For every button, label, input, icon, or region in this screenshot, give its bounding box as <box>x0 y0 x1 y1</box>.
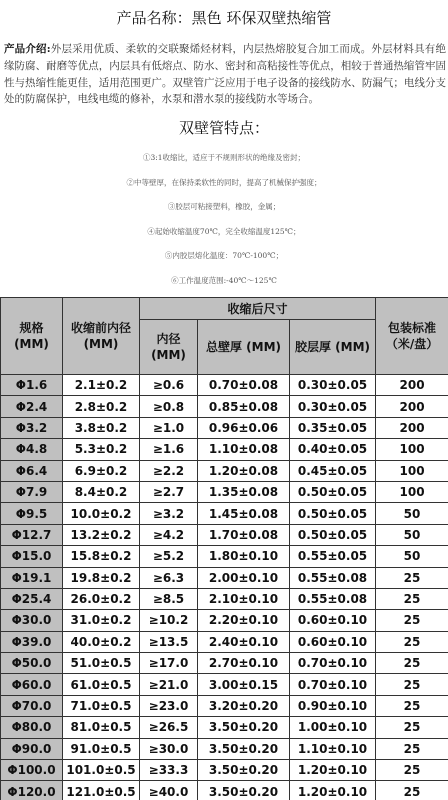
cell-size: Φ3.2 <box>1 417 63 438</box>
table-row <box>1 588 448 609</box>
cell-wall-thickness: 1.20±0.08 <box>198 460 290 481</box>
cell-wall-thickness: 1.80±0.10 <box>198 546 290 567</box>
cell-packaging: 100 <box>376 460 448 481</box>
cell-glue-thickness: 0.90±0.10 <box>290 695 376 716</box>
cell-after-shrink-id: ≥5.2 <box>140 546 198 567</box>
table-row <box>1 695 448 716</box>
table-row <box>1 396 448 417</box>
table-row <box>1 717 448 738</box>
cell-pre-shrink-id: 81.0±0.5 <box>63 717 140 738</box>
cell-after-shrink-id: ≥1.6 <box>140 439 198 460</box>
cell-packaging: 200 <box>376 417 448 438</box>
feature-item: ⑥工作温度范围:-40℃～125℃ <box>171 275 277 285</box>
cell-after-shrink-id: ≥30.0 <box>140 738 198 759</box>
spec-table <box>0 297 448 800</box>
cell-pre-shrink-id: 121.0±0.5 <box>63 781 140 800</box>
cell-size: Φ1.6 <box>1 375 63 396</box>
cell-glue-thickness: 0.70±0.10 <box>290 653 376 674</box>
cell-packaging: 25 <box>376 738 448 759</box>
cell-size: Φ12.7 <box>1 524 63 545</box>
table-row <box>1 460 448 481</box>
cell-size: Φ100.0 <box>1 760 63 781</box>
cell-pre-shrink-id: 61.0±0.5 <box>63 674 140 695</box>
cell-packaging: 25 <box>376 588 448 609</box>
table-row <box>1 631 448 652</box>
cell-wall-thickness: 1.35±0.08 <box>198 481 290 502</box>
cell-wall-thickness: 3.50±0.20 <box>198 760 290 781</box>
cell-after-shrink-id: ≥33.3 <box>140 760 198 781</box>
table-row <box>1 546 448 567</box>
cell-wall-thickness: 3.50±0.20 <box>198 738 290 759</box>
cell-after-shrink-id: ≥2.7 <box>140 481 198 502</box>
cell-glue-thickness: 0.45±0.05 <box>290 460 376 481</box>
intro-lead: 产品介绍: <box>4 43 51 55</box>
cell-pre-shrink-id: 40.0±0.2 <box>63 631 140 652</box>
header-pre-shrink-id: 收缩前内径 (MM) <box>63 298 140 375</box>
table-row <box>1 503 448 524</box>
cell-after-shrink-id: ≥3.2 <box>140 503 198 524</box>
cell-pre-shrink-id: 91.0±0.5 <box>63 738 140 759</box>
cell-pre-shrink-id: 3.8±0.2 <box>63 417 140 438</box>
cell-wall-thickness: 2.00±0.10 <box>198 567 290 588</box>
cell-size: Φ25.4 <box>1 588 63 609</box>
cell-size: Φ120.0 <box>1 781 63 800</box>
cell-pre-shrink-id: 26.0±0.2 <box>63 588 140 609</box>
header-size: 规格 (MM) <box>1 298 63 375</box>
table-row <box>1 738 448 759</box>
cell-glue-thickness: 0.55±0.08 <box>290 588 376 609</box>
cell-pre-shrink-id: 8.4±0.2 <box>63 481 140 502</box>
cell-pre-shrink-id: 19.8±0.2 <box>63 567 140 588</box>
table-row <box>1 375 448 396</box>
cell-after-shrink-id: ≥0.6 <box>140 375 198 396</box>
cell-glue-thickness: 0.35±0.05 <box>290 417 376 438</box>
header-after-shrink-id: 内径 (MM) <box>140 320 198 375</box>
cell-packaging: 25 <box>376 695 448 716</box>
header-packaging: 包装标准 （米/盘） <box>376 298 448 375</box>
cell-glue-thickness: 0.50±0.05 <box>290 481 376 502</box>
cell-packaging: 25 <box>376 567 448 588</box>
cell-packaging: 25 <box>376 760 448 781</box>
table-row <box>1 760 448 781</box>
cell-packaging: 25 <box>376 781 448 800</box>
cell-packaging: 25 <box>376 631 448 652</box>
product-intro <box>4 41 446 108</box>
table-row <box>1 610 448 631</box>
feature-item: ①3:1收缩比，适应于不规则形状的绝缘及密封； <box>142 153 306 162</box>
cell-packaging: 50 <box>376 524 448 545</box>
cell-glue-thickness: 0.30±0.05 <box>290 396 376 417</box>
cell-wall-thickness: 0.70±0.08 <box>198 375 290 396</box>
cell-after-shrink-id: ≥13.5 <box>140 631 198 652</box>
cell-glue-thickness: 0.55±0.08 <box>290 567 376 588</box>
cell-packaging: 50 <box>376 546 448 567</box>
table-row <box>1 481 448 502</box>
table-row <box>1 653 448 674</box>
intro-text: 外层采用优质、柔软的交联聚烯烃材料，内层热熔胶复合加工而成。外层材料具有绝缘防腐、耐磨等优点，内层具有低熔点、防水、密封和高粘接性等优点，相较于普通热缩管牢固性与热缩性能更佳，适用范围更广。双壁管广泛应用于电子设备的接线防水、防漏气；电线分支处的防腐保护，电线电缆的修补，水泵和潜水泵的接线防水等场合。 <box>4 43 446 106</box>
cell-pre-shrink-id: 31.0±0.2 <box>63 610 140 631</box>
table-row <box>1 524 448 545</box>
cell-glue-thickness: 1.20±0.10 <box>290 781 376 800</box>
cell-wall-thickness: 1.45±0.08 <box>198 503 290 524</box>
cell-packaging: 100 <box>376 439 448 460</box>
table-row <box>1 417 448 438</box>
table-row <box>1 439 448 460</box>
cell-after-shrink-id: ≥0.8 <box>140 396 198 417</box>
cell-wall-thickness: 2.70±0.10 <box>198 653 290 674</box>
cell-wall-thickness: 2.10±0.10 <box>198 588 290 609</box>
cell-packaging: 25 <box>376 717 448 738</box>
cell-glue-thickness: 0.50±0.05 <box>290 503 376 524</box>
cell-packaging: 50 <box>376 503 448 524</box>
cell-wall-thickness: 1.70±0.08 <box>198 524 290 545</box>
cell-glue-thickness: 0.50±0.05 <box>290 524 376 545</box>
cell-size: Φ39.0 <box>1 631 63 652</box>
cell-glue-thickness: 1.20±0.10 <box>290 760 376 781</box>
cell-size: Φ30.0 <box>1 610 63 631</box>
cell-pre-shrink-id: 15.8±0.2 <box>63 546 140 567</box>
cell-packaging: 25 <box>376 653 448 674</box>
cell-after-shrink-id: ≥26.5 <box>140 717 198 738</box>
cell-packaging: 200 <box>376 396 448 417</box>
cell-after-shrink-id: ≥4.2 <box>140 524 198 545</box>
cell-glue-thickness: 0.55±0.05 <box>290 546 376 567</box>
cell-size: Φ70.0 <box>1 695 63 716</box>
cell-packaging: 100 <box>376 481 448 502</box>
cell-pre-shrink-id: 2.1±0.2 <box>63 375 140 396</box>
cell-after-shrink-id: ≥40.0 <box>140 781 198 800</box>
table-row <box>1 674 448 695</box>
cell-after-shrink-id: ≥1.0 <box>140 417 198 438</box>
cell-wall-thickness: 2.40±0.10 <box>198 631 290 652</box>
cell-size: Φ15.0 <box>1 546 63 567</box>
cell-wall-thickness: 3.00±0.15 <box>198 674 290 695</box>
cell-pre-shrink-id: 10.0±0.2 <box>63 503 140 524</box>
cell-size: Φ60.0 <box>1 674 63 695</box>
cell-size: Φ90.0 <box>1 738 63 759</box>
cell-size: Φ19.1 <box>1 567 63 588</box>
cell-after-shrink-id: ≥10.2 <box>140 610 198 631</box>
cell-pre-shrink-id: 71.0±0.5 <box>63 695 140 716</box>
cell-size: Φ7.9 <box>1 481 63 502</box>
cell-pre-shrink-id: 2.8±0.2 <box>63 396 140 417</box>
cell-size: Φ6.4 <box>1 460 63 481</box>
cell-wall-thickness: 3.20±0.20 <box>198 695 290 716</box>
features-title: 双壁管特点： <box>178 119 269 137</box>
feature-item: ②中等壁厚，在保持柔软性的同时，提高了机械保护强度； <box>126 177 322 187</box>
cell-wall-thickness: 2.20±0.10 <box>198 610 290 631</box>
cell-after-shrink-id: ≥6.3 <box>140 567 198 588</box>
feature-item: ⑤内胶层熔化温度：70℃-100℃； <box>164 251 284 261</box>
product-title: 产品名称：黑色 环保双壁热缩管 <box>116 9 332 27</box>
cell-pre-shrink-id: 13.2±0.2 <box>63 524 140 545</box>
feature-item: ③胶层可粘接塑料，橡胶，金属； <box>167 202 281 212</box>
cell-after-shrink-id: ≥8.5 <box>140 588 198 609</box>
cell-size: Φ50.0 <box>1 653 63 674</box>
cell-packaging: 25 <box>376 610 448 631</box>
cell-pre-shrink-id: 51.0±0.5 <box>63 653 140 674</box>
cell-after-shrink-id: ≥17.0 <box>140 653 198 674</box>
header-glue-thickness: 胶层厚 (MM) <box>290 320 376 375</box>
spec-table-body <box>1 375 448 800</box>
cell-glue-thickness: 0.70±0.10 <box>290 674 376 695</box>
cell-size: Φ2.4 <box>1 396 63 417</box>
cell-size: Φ9.5 <box>1 503 63 524</box>
cell-size: Φ80.0 <box>1 717 63 738</box>
cell-wall-thickness: 0.85±0.08 <box>198 396 290 417</box>
feature-item: ④起始收缩温度70℃，完全收缩温度125℃； <box>147 226 301 236</box>
table-row <box>1 781 448 800</box>
feature-list <box>0 146 448 294</box>
cell-wall-thickness: 0.96±0.06 <box>198 417 290 438</box>
cell-glue-thickness: 1.10±0.10 <box>290 738 376 759</box>
table-row <box>1 567 448 588</box>
cell-wall-thickness: 3.50±0.20 <box>198 717 290 738</box>
cell-glue-thickness: 0.30±0.05 <box>290 375 376 396</box>
cell-pre-shrink-id: 5.3±0.2 <box>63 439 140 460</box>
cell-size: Φ4.8 <box>1 439 63 460</box>
cell-pre-shrink-id: 6.9±0.2 <box>63 460 140 481</box>
cell-after-shrink-id: ≥2.2 <box>140 460 198 481</box>
cell-wall-thickness: 3.50±0.20 <box>198 781 290 800</box>
cell-after-shrink-id: ≥23.0 <box>140 695 198 716</box>
spec-table-header <box>1 298 448 375</box>
cell-glue-thickness: 0.60±0.10 <box>290 610 376 631</box>
cell-glue-thickness: 1.00±0.10 <box>290 717 376 738</box>
cell-packaging: 200 <box>376 375 448 396</box>
cell-glue-thickness: 0.40±0.05 <box>290 439 376 460</box>
cell-after-shrink-id: ≥21.0 <box>140 674 198 695</box>
header-wall-thickness: 总壁厚 (MM) <box>198 320 290 375</box>
cell-packaging: 25 <box>376 674 448 695</box>
cell-wall-thickness: 1.10±0.08 <box>198 439 290 460</box>
header-after-shrink-group: 收缩后尺寸 <box>140 298 376 320</box>
cell-glue-thickness: 0.60±0.10 <box>290 631 376 652</box>
cell-pre-shrink-id: 101.0±0.5 <box>63 760 140 781</box>
